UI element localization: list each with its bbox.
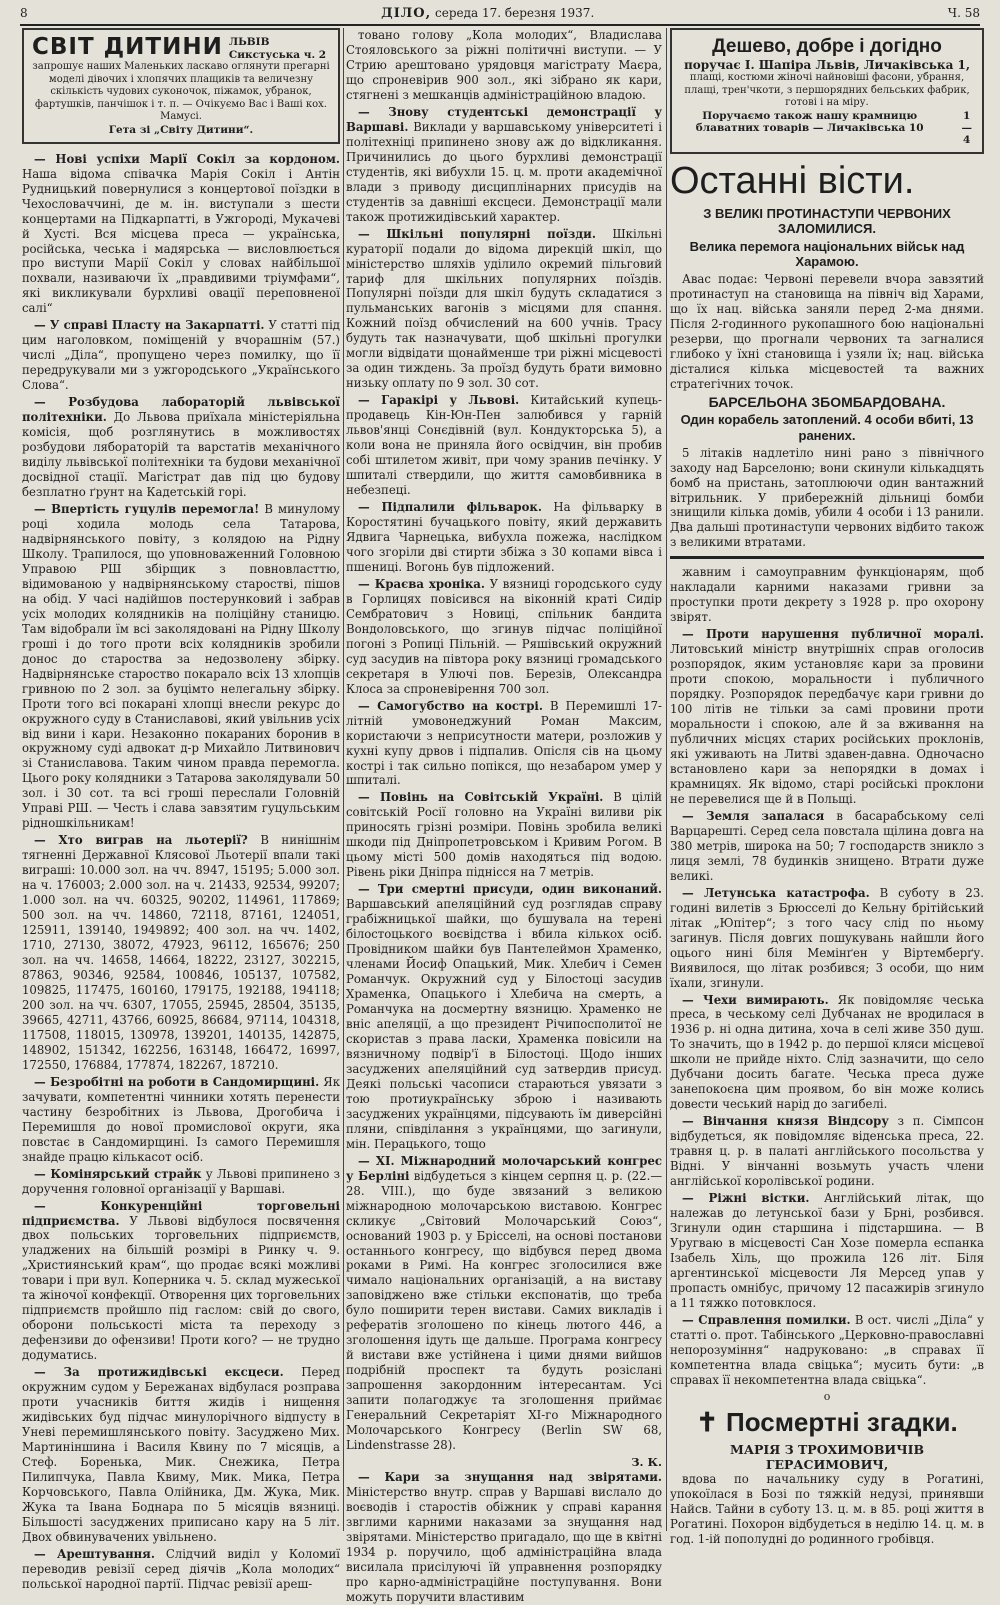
article-headline: — Справлення помилки. — [682, 1312, 851, 1327]
article — [670, 565, 984, 625]
news-headline: БАРСЕЛЬОНА ЗБОМБАРДОВАНА. — [708, 393, 946, 410]
article-text: У вязниці городського суду в Горлицях повісився на віконній краті Сидір Сембратович з Новиці, спільник бандита Вондоловського, що згинув підчас поліційної погоні з Ропиці Пільній. — Ряшівський окружний суд засудив на півтора року вязниці громадського секретаря в Улючі пов. Березів, Олександра Клоса за спроневірення 700 зол. — [346, 576, 662, 696]
ad-signature: Гета зі „Світу Дитини“. — [108, 123, 254, 136]
ad-footer: Поручаємо також нашу крамницю блаватних товарів — Личаківська 10 — [695, 109, 924, 134]
article-headline: — Три смертні присуди, один виконаний. — [358, 882, 662, 897]
article-headline: — Комінярський страйк — [34, 1166, 202, 1181]
article-headline: — Хто виграв на льотерії? — [34, 833, 248, 848]
article-headline: — Розбудова лабораторій львівської політехніки. — [22, 395, 340, 425]
article-text: В цілій совітській Росії головно на Україні виливи рік приносять грізні розміри. Повінь зробила великі шкоди під Дніпропетровськом і Кривим Рогом. В цьому місті 500 домів находяться під водою. Рівень ріки Дніпра піднісся на 7 метрів. — [346, 790, 662, 880]
column-rule — [666, 28, 667, 1531]
ad-footer-code: 1—4 — [961, 109, 972, 146]
article-text: Англійський літак, що належав до летунської бази у Брні, розбився. Згинули один старшина і підстаршина. — В Уругваю в місцевості Сан Хозе померла еспанка Ізабель Хіль, що прожила 126 літ. Біля аргентинської місцевости Ля Мерсед упав у пропасть омнібус, причому 12 пасажирів згинуло а 11 тяжко потовклося. — [670, 1191, 985, 1310]
article-headline: — Чехи вимирають. — [682, 992, 829, 1007]
ad-svit-dytyny — [22, 28, 340, 144]
article — [346, 1154, 662, 1453]
article — [670, 1313, 984, 1388]
article — [346, 105, 662, 225]
article-text: До Львова приїхала міністеріяльна комісія, щоб розглянутись в можливостях розбудови лябораторій та варстатів механічного виділу львівської політехніки та будови механічної досвідної стації. Магістрат дав під цю будову безплатно ґрунт на Кадетській горі. — [22, 410, 341, 499]
article-text: з п. Сімпсон відбудеться, як повідомляє віденська преса, 22. травня ц. р. в палаті англійського посольства у Відні. У вінчанні возьмуть участь члени англійської королівської родини. — [670, 1114, 984, 1189]
article — [346, 28, 662, 103]
article-text: відбудеться з кінцем серпня ц. р. (22.—28. VIII.), що буде звязаний з великою міжнародною молочарською виставою. Конгрес скликує „Світовий Молочарський Союз“, оснований 1903 р. у Брісселі, на основі постанови останнього конгресу, що відбувся перед двома роками в Римі. На конгрес зголосилися вже чимало національних організацій, а на виставу заповіджено вже стільки експонатів, що треба було поширити терен вистави. Самих викладів і рефератів зголошено по кінець лютого 446, а зголошення ідуть ще дальше. Програма конгресу й вистави вже устійнена і цими днями вийшов подрібній проспект та будуть розіслані запрошення закордонним інтересантам. Усі запити полагоджує та зголошення приймає Генеральний Секретаріят XI-го Міжнародного Молочарського Конгресу (Berlin SW 68, Lindenstrasse 28). — [346, 1168, 663, 1453]
article-headline: — Вінчання князя Віндсору — [682, 1114, 889, 1129]
column-rule — [343, 28, 344, 1531]
ad-city: ЛЬВІВ — [228, 36, 270, 48]
article-headline: — XI. Міжнародний молочарський конгрес у Берліні — [346, 1153, 662, 1183]
article — [346, 577, 662, 697]
article — [22, 1075, 340, 1165]
article — [22, 318, 340, 393]
article-text: в басарабському селі Варцарешті. Серед села повстала щілина довга на 380 метрів, широка на 50; 7 господарств зникло з лиця землі, 78 будинків знищено. Втрати дуже великі. — [670, 808, 984, 883]
article — [346, 1470, 662, 1605]
article — [346, 393, 662, 498]
column-3-articles — [670, 565, 984, 1387]
article-text: Як повідомляє чеська преса, в чеському селі Дубчанах не вродилася в 1936 р. ні одна дитина, хоча в селі живе 350 душ. То значить, що в 1942 р. до першої кляси місцевої школи не прийде ніхто. Слід зазначити, що село Дубчани досить багате. Чеська преса дуже занепокоєна цим проявом, бо він може колись довести чеський нарід до загибелі. — [670, 992, 985, 1112]
article — [22, 395, 340, 500]
article-headline: — Впертість гуцулів перемогла! — [34, 501, 260, 516]
article-headline: — Знову студентські демонстрації у Варшаві. — [346, 104, 662, 134]
page-header — [20, 2, 980, 26]
article-signature: З. К. — [631, 1455, 662, 1470]
obituary-name: МАРІЯ З ТРОХИМОВИЧІВ ГЕРАСИМОВИЧ, — [729, 1441, 925, 1472]
ad-body: запрошує наших Маленьких ласкаво оглянути прегарні моделі дівочих і хлопячих плащиків та величезну скількість чудових суконочок, піжамок, убранок, фартушків, панчішок і т. п. — Очікуємо Вас і Ваші кох. Мамусі. — [32, 61, 330, 123]
article-headline: — Летунська катастрофа. — [682, 885, 870, 900]
article-text: Наша відома співачка Марія Сокіл і Антін Рудницький повернулися з концертової поїздки в Чехословаччині, де м. ін. виступали з шести концертами на Підкарпатті, в Ужгороді, Мукачеві й Хусті. Вся місцева преса — українська, російська, чеська і мадярська — висловлюється про виступи Марії Сокіл у словах найбільшої похвали, називаючи їх „правдивими тріумфами“, які викликували бурхливі овації переповненої салі“ — [22, 166, 340, 316]
ad-line: поручає І. Шапіра Львів, Личаківська 1, — [683, 58, 971, 72]
article — [670, 993, 984, 1113]
ad-body: плащі, костюми жіночі найновіші фасони, убрання, плащі, трен'чкоти, з першорядних бельських фабрик, готові і на міру. — [684, 72, 970, 108]
ad-title: Дешево, добре і догідно — [712, 36, 942, 57]
article-headline: — Самогубство на кострі. — [358, 698, 543, 713]
article-headline: — Краєва хроніка. — [358, 576, 485, 591]
article-text: Як зачувати, компетентні чинники хотять перенести частину безробітних із Львова, Дрогобича і Перемишля до нової промислової округи, яка повстає в Сандомирщині. Із самого Перемишля знайде працю кількасот осіб. — [22, 1074, 340, 1164]
news-subheadline: Один корабель затоплений. 4 особи вбиті, 13 ранених. — [680, 412, 974, 444]
article-text: В минулому році ходила молодь села Татарова, надвірнянського повіту, з колядою на Рідну Школу. Трапилося, що уповноваженний Головною Управою РШ збірщик з повновласттю, відимованою у надвірнянському старостві, пішов на обід. У часі надійшов постерунковий і забрав усіх молодих колядників на поліційну станицю. Там відобрали їм всі заколядовані на Рідну Школу гроші і до того проти всіх колядників зробили донос до староства за недозволену збірку. Надвірнянське староство покарало всіх 13 хлопців гривною по 2 зол. за буцімто нелегальну збірку. Проти того всі покарані хлопці внесли рекурс до окружного суду в Станиславові, який увільнив усіх від вини і кари. Незаконно покараних боронив в окружному суді адвокат д-р Михайло Литвинович зі Станиславова. Таким чином правда перемогла. Цього року колядники з Татарова заколядували 50 зол. і 30 сот. та всі гроші переслали Головній Управі РШ. — Честь і слава завзятим гуцульським рідношкільникам! — [22, 501, 340, 831]
article — [346, 227, 662, 392]
article-headline: — Нові успіхи Марії Сокіл за кордоном. — [34, 151, 340, 166]
article-headline: — Ріжні вістки. — [682, 1191, 810, 1206]
article — [22, 833, 340, 1073]
article-text: жавним і самоуправним функціонарям, щоб накладали карними наказами гривни за проступки проти декрету з 1928 р. про охорону звірят. — [670, 565, 984, 625]
obituary-text: вдова по начальнику суду в Рогатині, упокоїлася в Бозі по тяжкій недузі, принявши Найсв. Тайни в суботу 13. ц. м. в 85. році життя в Рогатині. Похорон відбудеться в неділю 14. ц. м. в год. 1-ій пополудні до родинного гробівця. — [670, 1471, 984, 1546]
ad-address: Сикстуська ч. 2 — [228, 48, 327, 61]
column-2 — [346, 28, 663, 1604]
article — [22, 1199, 340, 1364]
article-headline: — Конкуренційні торговельні підприємства. — [22, 1198, 340, 1228]
article — [22, 1547, 340, 1592]
article-text: Шкільні кураторії подали до відома дирекцій шкіл, що міністерство шляхів уділило окремий пільговий тариф для шкільних популярних поїздів. Популярні поїзди для шкіл будуть складатися з пульманських вагонів з місцями для спання. Кожний поїзд обчислений на 600 учнів. Трасу будуть так назначувати, щоб шкільні прогулки могли відвідати щонайменше три ріжні місцевості за один тиждень. За проїзд будуть брати вимовно низьку оплату по 9 зол. 30 сот. — [346, 226, 663, 391]
article — [670, 809, 984, 884]
article-headline: — За протижидівські ексцеси. — [34, 1365, 284, 1380]
masthead: ДІЛО, — [381, 5, 432, 21]
article-headline: — Проти нарушення публичної моралі. — [682, 627, 984, 642]
article-headline: — Земля запалася — [682, 808, 825, 823]
article-text: Виклади у варшавському університеті і політехніці припинено знову аж до відкликання. Причинились до цього бурхливі демонстрації студентів, які вибухли 15. ц. м. проти академічної влади з приводу дисциплінарних присудів на студентів за давніші ексцеси. Демонстрації мали також протижидівський характер. — [346, 119, 662, 224]
article — [670, 1114, 984, 1189]
article-text: Перед окружним судом у Бережанах відбулася розправа проти учасників биття жидів і нищення жидівських буд підчас минулорічного відпусту в Уневі перемишлянського повіту. Засуджено Мих. Мартиніншина і Василя Квину по 7 місяців, а Стеф. Боренька, Мик. Снежика, Петра Пилипчука, Павла Квиму, Мик. Мика, Петра Корчовського, Павла Олійника, Дм. Жука, Мик. Жука та Івана Боднара по 5 місяців вязниці. Більшості засуджених приписано кару на 5 літ. Двох обвинувачених увільнено. — [22, 1365, 340, 1544]
article-text: В Перемишлі 17-літній умовонеджуний Роман Максим, користаючи з неприсутности матери, розложив у кухні купу дрвов і підпалив. Опісля сів на цьому кострі і так сильно попікся, що незабаром умер у шпиталі. — [346, 698, 662, 788]
news-paragraph: Авас подає: Червоні перевели вчора завзятий протинаступ на становища на північ від Харами, що їх нац. війська заняли перед 2-ма днями. Після 2-годинного рукопашного бою національні резерви, що прогнали червоних та загналися глибоко у їхні становища і узяли їх; нац. війська дісталися кілька місцевостей та важних стратегічних точок. — [670, 271, 984, 391]
article-text: Литовський міністр внутрішніх справ оголосив розпорядок, яким установляє кари за провини проти спокою, моральности і публичного порядку. Розпорядок передбачує кари гривни до 100 літів не тільки за самі провини проти моральности і спокою, але й за вживання на публичних місцях старих російських проклонів, які уживають на Литві здавен-давна. Одночасно встановлено кари за непорядки в домах і крамницях. Як відомо, старі російські проклони не перевелися ще й в Польщі. — [670, 642, 984, 806]
page-number: 8 — [20, 6, 28, 20]
article — [22, 1167, 340, 1197]
article-headline: — У справі Пласту на Закарпатті. — [34, 318, 265, 333]
article — [670, 627, 984, 807]
article — [22, 152, 340, 317]
article — [22, 1365, 340, 1545]
article — [346, 699, 662, 789]
issue-number: Ч. 58 — [947, 6, 980, 20]
article-text: Варшавський апеляційний суд розглядав справу грабіжницької шайки, що бушувала на терені білостоцького воєвідства і вбила кількох осіб. Провідником шайки був Пантелеймон Храменко, членами Йосиф Опацький, Мик. Хлебич і Семен Романчук. Окружний суд у Білостоці засудив Храменка, Опацького і Хлебича на смерть, а Романчука на досмертну вязницю. Храменко не вніс апеляції, а що президент Річипосполитої не скористав з права ласки, Храменка повісили на вязничному подвір'ї в Білостоці. Щодо інших засуджених апеляційний суд затвердив присуд. Деякі польські часописи стараються увязати з тою протиукраїнську зброю і називають засуджених українцями, підсувають їм диверсійні пляни, співділання з українцями, що загинули, мін. Перацького, тощо — [346, 897, 662, 1151]
article-text: На фільварку в Коростятині бучацького повіту, який державить Ядвига Чарнецька, вибухла пожежа, наслідком чого згоріли дві стирти збіжа з 30 копами вівса і пшениці. Вогонь був підложений. — [346, 500, 662, 574]
news-paragraph: 5 літаків надлетіло нині рано з північного заходу над Барселоню; вони скинули кількадцять бомб на пристань, затоплюючи один вантажний вітрильник. У прибережній дільниці бомби знищили кілька домів, убили 4 особи і 13 ранили. Два дальші протинаступи червоних відбито також з великими втратами. — [670, 445, 984, 550]
issue-date: середа 17. березня 1937. — [435, 5, 595, 20]
article-text: У Львові відбулося посвячення двох польських торговельних підприємств, уладжених на більшій розмірі в Ринку ч. 9. „Християнський крам“, що продає всякі можливі товари і при вул. Коперника ч. 5. склад мужеської та жіночої конфекції. Отворення цих торговельних підприємств пройшло під гаслом: свій до свого, оборони польськості міста та переходу з дефензиви до офензиви! Проти кого? — не трудно додуматись. — [22, 1213, 341, 1363]
news-headline: З ВЕЛИКІ ПРОТИНАСТУПИ ЧЕРВОНИХ ЗАЛОМИЛИСЯ. — [703, 205, 951, 237]
ornament: o — [823, 1389, 831, 1403]
article-text: Слідчий виділ у Коломиї переводив ревізії серед діячів „Кола молодих“ польської народної партії. Підчас ревізії ареш- — [22, 1546, 340, 1591]
article-text: В суботу в 23. годині вилетів з Брюсселі до Кельну брітійський літак „Юпітер“; з того часу слід по ньому загинув. Після довгих пошукувань найшли його оцього нині біля Мемінґен у Віртемберґу. Виявилося, що літак розбився; 3 особи, що ним їхали, згинули. — [670, 885, 985, 990]
article-text: у Львові припинено з доручення головної організації у Варшаві. — [22, 1166, 341, 1196]
article — [670, 1191, 984, 1311]
column-1-articles — [22, 152, 340, 1592]
ad-brand: СВІТ ДИТИНИ — [32, 34, 223, 60]
article-text: товано голову „Кола молодих“, Владислава Стояловського за ріжні політичні виступи. — У Стрию арештовано урядовця магістрату Маєра, що спроневірив 900 зол., які зібрано як кари, стягнені з мешканців адміністраційною владою. — [346, 28, 662, 102]
article — [346, 882, 662, 1151]
section-title: Останні вісти. — [670, 159, 915, 202]
article-text: У статті під цим наголовком, поміщеній у вчорашнім (57.) числі „Діла“, пропущено через помилку, що її передрукували ми з ужгородського „Українського Слова“. — [22, 318, 341, 393]
obituaries-title — [670, 1407, 984, 1438]
article-text: В ост. числі „Діла“ у статті о. прот. Табінського „Церковно-православні непорозуміння“ надруковано: „в справах її компетентна влада свіцька“; мусить бути: „в справах її некомпетентна влада свіцька“. — [670, 1312, 984, 1387]
column-3 — [670, 28, 985, 1546]
obituaries-heading: Посмертні згадки. — [726, 1406, 958, 1437]
column-1 — [22, 28, 341, 1591]
article-text: Міністерство внутр. справ у Варшаві вислало до воєводів і старостів обіжник у справі карання звглими карними наказами за знущання над звірятами. Міністерство пригадало, що ще в квітні 1934 р. поручило, щоб адміністраційна влада висилала присілуючі їй управнення розпорядку про карно-адміністраційне поступування. Вони можуть поручити властивим — [346, 1484, 662, 1604]
ad-shapira — [670, 28, 984, 154]
article-text: Китайський купець-продавець Кін-Юн-Пен залюбився у гарній львов'янці Сонєдівній (вул. Кондукторська 5), а коли вона не приняла його освідчин, він пробив собі штилетом живіт, при чому зранив печінку. У шпиталі ствердили, що життя самовбивника в небезпеці. — [346, 393, 662, 498]
article — [346, 790, 662, 880]
article — [670, 886, 984, 991]
article-headline: — Арештування. — [34, 1546, 155, 1561]
cross-icon: ✝ — [696, 1406, 719, 1437]
section-divider — [670, 556, 984, 559]
column-2-articles — [346, 28, 662, 1605]
article-headline: — Підпалили фільварок. — [358, 500, 542, 515]
article-headline: — Гаракірі у Львові. — [358, 393, 520, 408]
article-text: В нинішнім тягненні Державної Клясової Льотерії впали такі виграші: 10.000 зол. на чч. 8947, 15195; 5.000 зол. на ч. 176003; 2.000 зол. на ч. 21433, 92534, 99207; 1.000 зол. на чч. 60325, 90202, 114961, 117869; 500 зол. на чч. 14860, 72118, 87161, 124051, 125911, 139140, 1949892; 400 зол. на чч. 1402, 1710, 27130, 38072, 47923, 96112, 165676; 250 зол. на чч. 14658, 14664, 18222, 23127, 302215, 87863, 90346, 92584, 100846, 105137, 107582, 109825, 117475, 160160, 179175, 192188, 194118; 200 зол. на чч. 6307, 17055, 25945, 28504, 35135, 39665, 42711, 43766, 60925, 86684, 97114, 104318, 117508, 118015, 130978, 139201, 140135, 142875, 148902, 151342, 162256, 163148, 166472, 16997, 172550, 176884, 177874, 182267, 187210. — [22, 833, 341, 1072]
news-subheadline: Велика перемога національних військ над Харамою. — [689, 238, 965, 270]
article-headline: — Шкільні популярні поїзди. — [358, 226, 596, 241]
article-headline: — Повінь на Совітській Україні. — [358, 790, 604, 805]
article-headline: — Кари за знущання над звірятами. — [358, 1469, 662, 1484]
article-headline: — Безробітні на роботи в Сандомирщині. — [34, 1074, 320, 1089]
article — [22, 502, 340, 831]
article — [346, 500, 662, 575]
